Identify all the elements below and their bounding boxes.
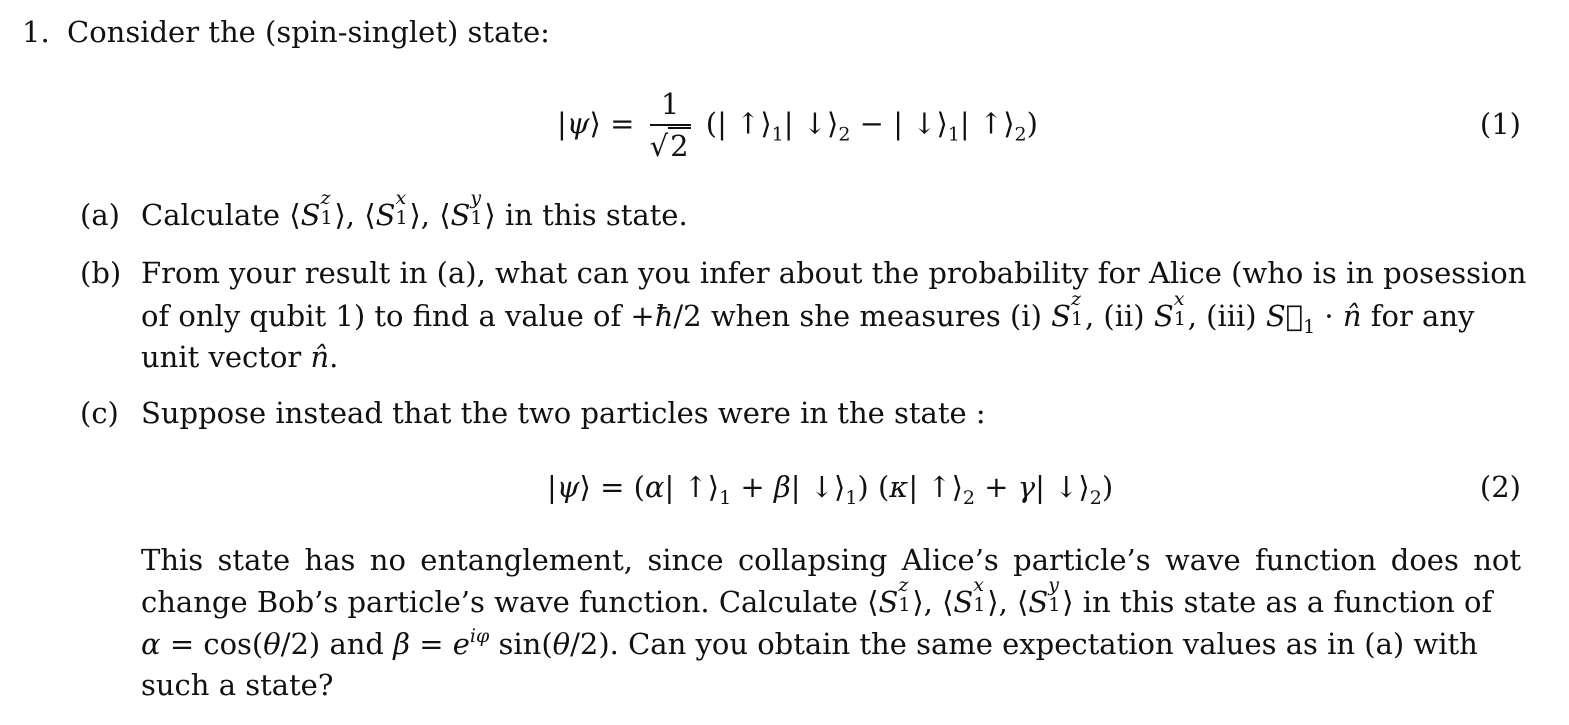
equation-2: |ψ⟩ = (α| $↑⟩_1 + \beta|$ $↓⟩_1$) (κ| $↑⟩_2 + \gamma|$ $↓⟩_2$) — [547, 470, 1114, 509]
equation-2-number: (2) — [1479, 470, 1521, 504]
item-a-text: Calculate ⟨S z 1 ⟩, ⟨S x 1 ⟩, ⟨S y 1 ⟩ in this state. — [141, 187, 688, 232]
problem-intro: Consider the (spin-singlet) state: — [67, 15, 550, 49]
item-b-line3: unit vector n̂. — [141, 340, 339, 374]
item-a-label: (a) — [80, 198, 120, 232]
equation-1: |ψ⟩ = $\frac{1}{√2}$ (| $↑⟩_1|$ $↓⟩_2$ − | $↓⟩_1|$ $↑⟩_2$) — [557, 87, 1038, 164]
item-c-para-line2: change Bob’s particle’s wave function. Calculate ⟨S z 1 ⟩, ⟨S x 1 ⟩, ⟨S y 1 ⟩ in this state as a function of — [141, 574, 1493, 619]
fraction-one-over-root-two: $\frac{1}{√2}$ — [649, 87, 689, 164]
item-c-label: (c) — [80, 396, 119, 430]
item-c-para-line1: This state has no entanglement, since collapsing Alice’s particle’s wave function does not — [141, 543, 1521, 577]
item-b-line1: From your result in (a), what can you infer about the probability for Alice (who is in posession — [141, 256, 1527, 290]
equation-1-number: (1) — [1479, 107, 1521, 141]
item-c-intro: Suppose instead that the two particles were in the state : — [141, 396, 986, 430]
item-b-line2: of only qubit 1) to find a value of +ħ/2 when she measures (i) S z 1 , (ii) S x 1 , (iii) $S⃗_1$ · n̂ for any — [141, 288, 1475, 338]
item-c-para-line3: α = cos(θ/2) and $\beta = e^{i\varphi}$ sin(θ/2). Can you obtain the same expectation values as in (a) with — [141, 625, 1478, 661]
problem-number: 1. — [22, 15, 50, 49]
item-c-para-line4: such a state? — [141, 668, 334, 702]
item-b-label: (b) — [80, 256, 122, 290]
